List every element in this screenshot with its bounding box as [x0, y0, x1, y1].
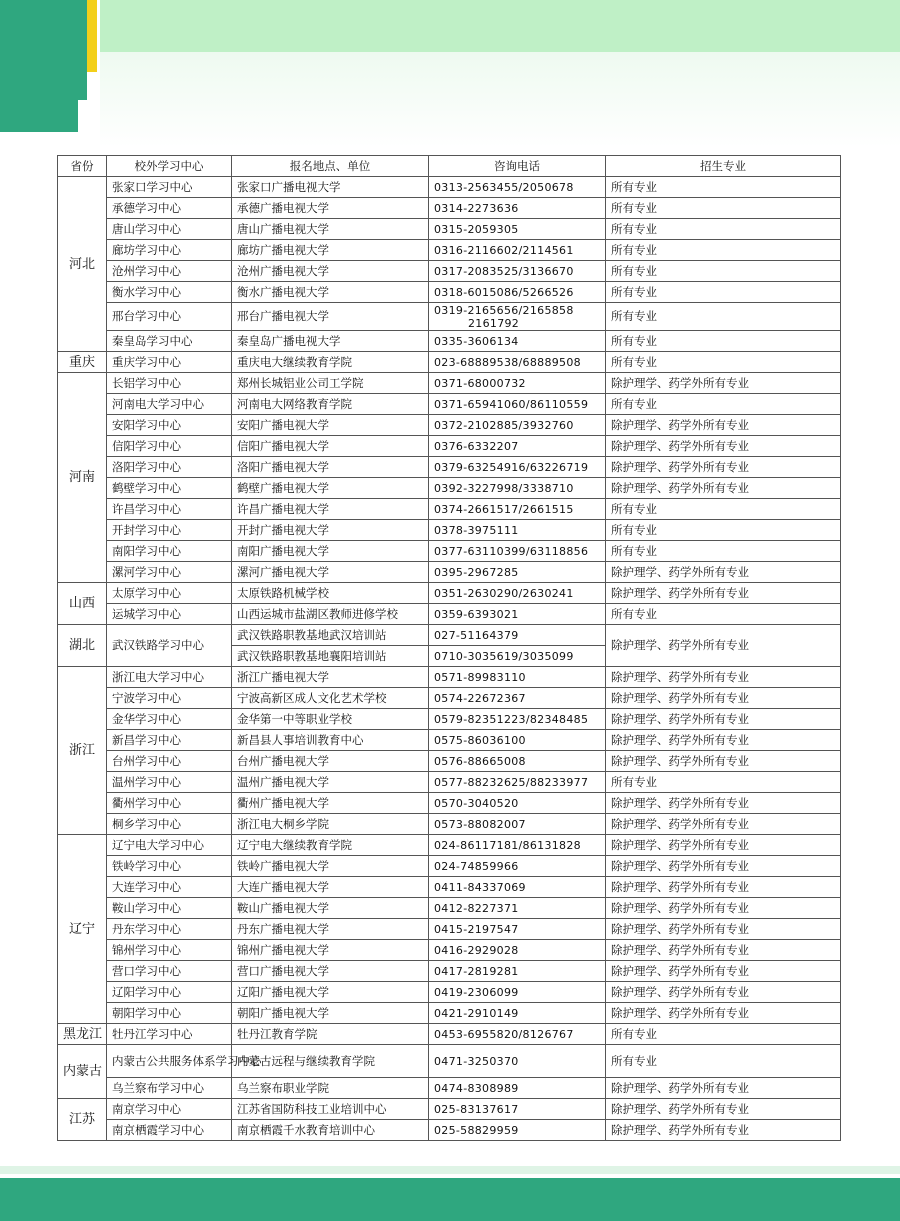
- phone-cell: [429, 1078, 606, 1099]
- table-row: [58, 688, 841, 709]
- table-row: [58, 856, 841, 877]
- phone-line: 0374-2661517/2661515: [434, 502, 574, 516]
- learning-center-table: [57, 155, 841, 1141]
- phone-cell: [429, 646, 606, 667]
- major-cell: 除护理学、药学外所有专业: [606, 793, 841, 814]
- site-cell: 山西运城市盐湖区教师进修学校: [232, 604, 429, 625]
- site-cell: 大连广播电视大学: [232, 877, 429, 898]
- table-header-row: [58, 156, 841, 177]
- major-cell: 除护理学、药学外所有专业: [606, 898, 841, 919]
- site-cell: 新昌县人事培训教育中心: [232, 730, 429, 751]
- center-cell: 运城学习中心: [107, 604, 232, 625]
- table-row: [58, 177, 841, 198]
- major-cell: 所有专业: [606, 604, 841, 625]
- phone-cell: [429, 240, 606, 261]
- site-cell: 衡水广播电视大学: [232, 282, 429, 303]
- site-cell: 河南电大网络教育学院: [232, 394, 429, 415]
- center-cell: 桐乡学习中心: [107, 814, 232, 835]
- table-row: [58, 1045, 841, 1078]
- phone-line: 0377-63110399/63118856: [434, 544, 589, 558]
- province-cell: 山西: [58, 583, 107, 625]
- header-major: 招生专业: [606, 156, 841, 177]
- major-cell: 除护理学、药学外所有专业: [606, 940, 841, 961]
- table-row: [58, 562, 841, 583]
- phone-line-continued: 2161792: [468, 316, 520, 330]
- table-row: [58, 961, 841, 982]
- center-cell: 漯河学习中心: [107, 562, 232, 583]
- center-cell: 辽阳学习中心: [107, 982, 232, 1003]
- table-row: [58, 436, 841, 457]
- site-cell: 唐山广播电视大学: [232, 219, 429, 240]
- center-cell: 邢台学习中心: [107, 303, 232, 331]
- phone-cell: [429, 604, 606, 625]
- phone-cell: [429, 772, 606, 793]
- table-row: [58, 457, 841, 478]
- table-row: [58, 394, 841, 415]
- phone-line: 0710-3035619/3035099: [434, 649, 574, 663]
- phone-cell: [429, 457, 606, 478]
- phone-cell: [429, 751, 606, 772]
- center-cell: 鞍山学习中心: [107, 898, 232, 919]
- center-cell: 南阳学习中心: [107, 541, 232, 562]
- table-row: [58, 751, 841, 772]
- major-cell: 除护理学、药学外所有专业: [606, 415, 841, 436]
- phone-cell: [429, 520, 606, 541]
- phone-line: 0415-2197547: [434, 922, 519, 936]
- table-row: [58, 282, 841, 303]
- center-cell: 金华学习中心: [107, 709, 232, 730]
- site-cell: 金华第一中等职业学校: [232, 709, 429, 730]
- table-row: [58, 541, 841, 562]
- center-cell: 承德学习中心: [107, 198, 232, 219]
- phone-cell: [429, 352, 606, 373]
- phone-line: 0573-88082007: [434, 817, 526, 831]
- site-cell: 牡丹江教育学院: [232, 1024, 429, 1045]
- center-cell: 乌兰察布学习中心: [107, 1078, 232, 1099]
- phone-line: 0576-88665008: [434, 754, 526, 768]
- phone-cell: [429, 177, 606, 198]
- table-row: [58, 583, 841, 604]
- center-cell: 铁岭学习中心: [107, 856, 232, 877]
- phone-cell: [429, 793, 606, 814]
- phone-cell: [429, 982, 606, 1003]
- phone-line: 0395-2967285: [434, 565, 519, 579]
- center-cell: 张家口学习中心: [107, 177, 232, 198]
- header-center: 校外学习中心: [107, 156, 232, 177]
- phone-cell: [429, 730, 606, 751]
- center-cell: 秦皇岛学习中心: [107, 331, 232, 352]
- table-row: [58, 667, 841, 688]
- center-cell: 武汉铁路学习中心: [107, 625, 232, 667]
- phone-line: 0371-65941060/86110559: [434, 397, 589, 411]
- header-site: 报名地点、单位: [232, 156, 429, 177]
- center-cell: 温州学习中心: [107, 772, 232, 793]
- phone-cell: [429, 667, 606, 688]
- phone-cell: [429, 625, 606, 646]
- major-cell: 除护理学、药学外所有专业: [606, 583, 841, 604]
- major-cell: 所有专业: [606, 1024, 841, 1045]
- phone-cell: [429, 478, 606, 499]
- corner-stripe-green: [78, 0, 87, 100]
- province-cell: 重庆: [58, 352, 107, 373]
- center-cell: 开封学习中心: [107, 520, 232, 541]
- phone-line: 0316-2116602/2114561: [434, 243, 574, 257]
- phone-line: 0411-84337069: [434, 880, 526, 894]
- phone-cell: [429, 898, 606, 919]
- site-cell: 台州广播电视大学: [232, 751, 429, 772]
- phone-cell: [429, 688, 606, 709]
- phone-line: 0371-68000732: [434, 376, 526, 390]
- province-cell: 辽宁: [58, 835, 107, 1024]
- top-banner-band: [100, 0, 900, 52]
- major-cell: 所有专业: [606, 520, 841, 541]
- phone-line: 0419-2306099: [434, 985, 519, 999]
- major-cell: 除护理学、药学外所有专业: [606, 688, 841, 709]
- province-cell: 浙江: [58, 667, 107, 835]
- bottom-band: [0, 1178, 900, 1221]
- phone-line: 0319-2165656/2165858: [434, 303, 574, 317]
- major-cell: 除护理学、药学外所有专业: [606, 877, 841, 898]
- table-row: [58, 625, 841, 646]
- major-cell: 所有专业: [606, 352, 841, 373]
- phone-cell: [429, 198, 606, 219]
- site-cell: 衢州广播电视大学: [232, 793, 429, 814]
- province-cell: 黑龙江: [58, 1024, 107, 1045]
- phone-line: 0335-3606134: [434, 334, 519, 348]
- major-cell: 除护理学、药学外所有专业: [606, 1099, 841, 1120]
- site-cell: 南阳广播电视大学: [232, 541, 429, 562]
- phone-cell: [429, 583, 606, 604]
- site-cell: 安阳广播电视大学: [232, 415, 429, 436]
- phone-cell: [429, 219, 606, 240]
- center-cell: 许昌学习中心: [107, 499, 232, 520]
- phone-cell: [429, 1024, 606, 1045]
- center-cell: 大连学习中心: [107, 877, 232, 898]
- center-cell: 南京学习中心: [107, 1099, 232, 1120]
- table-row: [58, 604, 841, 625]
- major-cell: 除护理学、药学外所有专业: [606, 562, 841, 583]
- major-cell: 除护理学、药学外所有专业: [606, 709, 841, 730]
- phone-line: 025-58829959: [434, 1123, 519, 1137]
- table-row: [58, 261, 841, 282]
- site-cell: 浙江广播电视大学: [232, 667, 429, 688]
- site-cell: 许昌广播电视大学: [232, 499, 429, 520]
- phone-cell: [429, 282, 606, 303]
- center-cell: 辽宁电大学习中心: [107, 835, 232, 856]
- site-cell: 开封广播电视大学: [232, 520, 429, 541]
- major-cell: 所有专业: [606, 1045, 841, 1078]
- province-cell: 河北: [58, 177, 107, 352]
- phone-cell: [429, 1045, 606, 1078]
- center-cell: 安阳学习中心: [107, 415, 232, 436]
- phone-cell: [429, 436, 606, 457]
- phone-line: 0421-2910149: [434, 1006, 519, 1020]
- phone-cell: [429, 303, 606, 331]
- phone-line: 0378-3975111: [434, 523, 519, 537]
- major-cell: 所有专业: [606, 219, 841, 240]
- site-cell: 鞍山广播电视大学: [232, 898, 429, 919]
- center-cell: 朝阳学习中心: [107, 1003, 232, 1024]
- table-row: [58, 478, 841, 499]
- major-cell: 除护理学、药学外所有专业: [606, 625, 841, 667]
- major-cell: 所有专业: [606, 541, 841, 562]
- center-cell: 唐山学习中心: [107, 219, 232, 240]
- phone-line: 0474-8308989: [434, 1081, 519, 1095]
- table-row: [58, 1003, 841, 1024]
- phone-cell: [429, 1099, 606, 1120]
- phone-line: 027-51164379: [434, 628, 519, 642]
- table-row: [58, 1099, 841, 1120]
- top-banner-fade: [100, 52, 900, 147]
- phone-cell: [429, 373, 606, 394]
- site-cell: 江苏省国防科技工业培训中心: [232, 1099, 429, 1120]
- table-row: [58, 940, 841, 961]
- phone-cell: [429, 877, 606, 898]
- table-row: [58, 1078, 841, 1099]
- phone-line: 0417-2819281: [434, 964, 519, 978]
- phone-cell: [429, 961, 606, 982]
- table-row: [58, 240, 841, 261]
- phone-line: 0315-2059305: [434, 222, 519, 236]
- major-cell: 所有专业: [606, 331, 841, 352]
- site-cell: 沧州广播电视大学: [232, 261, 429, 282]
- table-row: [58, 303, 841, 331]
- phone-cell: [429, 919, 606, 940]
- table-row: [58, 198, 841, 219]
- table-row: [58, 919, 841, 940]
- major-cell: 除护理学、药学外所有专业: [606, 457, 841, 478]
- phone-line: 0574-22672367: [434, 691, 526, 705]
- phone-line: 0416-2929028: [434, 943, 519, 957]
- major-cell: 除护理学、药学外所有专业: [606, 667, 841, 688]
- site-cell: 宁波高新区成人文化艺术学校: [232, 688, 429, 709]
- phone-cell: [429, 331, 606, 352]
- phone-cell: [429, 261, 606, 282]
- center-cell: 重庆学习中心: [107, 352, 232, 373]
- major-cell: 所有专业: [606, 240, 841, 261]
- major-cell: 所有专业: [606, 772, 841, 793]
- header-province: 省份: [58, 156, 107, 177]
- table-row: [58, 1024, 841, 1045]
- major-cell: 除护理学、药学外所有专业: [606, 856, 841, 877]
- table-row: [58, 499, 841, 520]
- center-cell: 河南电大学习中心: [107, 394, 232, 415]
- site-cell: 武汉铁路职教基地武汉培训站: [232, 625, 429, 646]
- site-cell: 洛阳广播电视大学: [232, 457, 429, 478]
- table-row: [58, 415, 841, 436]
- site-cell: 信阳广播电视大学: [232, 436, 429, 457]
- site-cell: 鹤壁广播电视大学: [232, 478, 429, 499]
- center-cell: 廊坊学习中心: [107, 240, 232, 261]
- phone-line: 025-83137617: [434, 1102, 519, 1116]
- phone-line: 0575-86036100: [434, 733, 526, 747]
- major-cell: 除护理学、药学外所有专业: [606, 751, 841, 772]
- major-cell: 除护理学、药学外所有专业: [606, 1078, 841, 1099]
- table-row: [58, 877, 841, 898]
- major-cell: 除护理学、药学外所有专业: [606, 1120, 841, 1141]
- phone-cell: [429, 940, 606, 961]
- center-cell: 台州学习中心: [107, 751, 232, 772]
- major-cell: 除护理学、药学外所有专业: [606, 478, 841, 499]
- phone-line: 024-86117181/86131828: [434, 838, 581, 852]
- phone-cell: [429, 415, 606, 436]
- phone-line: 0372-2102885/3932760: [434, 418, 574, 432]
- center-cell: 牡丹江学习中心: [107, 1024, 232, 1045]
- phone-line: 024-74859966: [434, 859, 519, 873]
- site-cell: 朝阳广播电视大学: [232, 1003, 429, 1024]
- table-row: [58, 352, 841, 373]
- site-cell: 邢台广播电视大学: [232, 303, 429, 331]
- table-row: [58, 219, 841, 240]
- major-cell: 所有专业: [606, 282, 841, 303]
- site-cell: 武汉铁路职教基地襄阳培训站: [232, 646, 429, 667]
- table-row: [58, 520, 841, 541]
- table-row: [58, 814, 841, 835]
- table-body: [58, 177, 841, 1141]
- center-cell: 丹东学习中心: [107, 919, 232, 940]
- phone-cell: [429, 499, 606, 520]
- table-row: [58, 835, 841, 856]
- phone-line: 0570-3040520: [434, 796, 519, 810]
- phone-line: 0376-6332207: [434, 439, 519, 453]
- phone-cell: [429, 835, 606, 856]
- site-cell: 廊坊广播电视大学: [232, 240, 429, 261]
- site-cell: 承德广播电视大学: [232, 198, 429, 219]
- header-phone: 咨询电话: [429, 156, 606, 177]
- table-row: [58, 1120, 841, 1141]
- site-cell: 秦皇岛广播电视大学: [232, 331, 429, 352]
- site-cell: 内蒙古远程与继续教育学院: [232, 1045, 429, 1078]
- center-cell: 衡水学习中心: [107, 282, 232, 303]
- center-cell: 宁波学习中心: [107, 688, 232, 709]
- table-row: [58, 898, 841, 919]
- table-row: [58, 730, 841, 751]
- center-cell: 新昌学习中心: [107, 730, 232, 751]
- major-cell: 所有专业: [606, 261, 841, 282]
- phone-line: 0453-6955820/8126767: [434, 1027, 574, 1041]
- phone-line: 0313-2563455/2050678: [434, 180, 574, 194]
- major-cell: 除护理学、药学外所有专业: [606, 730, 841, 751]
- center-cell: 沧州学习中心: [107, 261, 232, 282]
- phone-cell: [429, 394, 606, 415]
- major-cell: 所有专业: [606, 198, 841, 219]
- table-row: [58, 982, 841, 1003]
- site-cell: 温州广播电视大学: [232, 772, 429, 793]
- center-cell: 鹤壁学习中心: [107, 478, 232, 499]
- phone-line: 0317-2083525/3136670: [434, 264, 574, 278]
- table-row: [58, 373, 841, 394]
- center-cell: 信阳学习中心: [107, 436, 232, 457]
- major-cell: 除护理学、药学外所有专业: [606, 1003, 841, 1024]
- phone-line: 0412-8227371: [434, 901, 519, 915]
- phone-line: 0579-82351223/82348485: [434, 712, 589, 726]
- center-cell: 锦州学习中心: [107, 940, 232, 961]
- phone-line: 0577-88232625/88233977: [434, 775, 589, 789]
- site-cell: 南京栖霞千水教育培训中心: [232, 1120, 429, 1141]
- site-cell: 太原铁路机械学校: [232, 583, 429, 604]
- corner-block: [0, 0, 78, 132]
- major-cell: 所有专业: [606, 303, 841, 331]
- center-cell: 南京栖霞学习中心: [107, 1120, 232, 1141]
- phone-cell: [429, 1003, 606, 1024]
- center-cell: 浙江电大学习中心: [107, 667, 232, 688]
- major-cell: 除护理学、药学外所有专业: [606, 373, 841, 394]
- table-row: [58, 793, 841, 814]
- site-cell: 乌兰察布职业学院: [232, 1078, 429, 1099]
- province-cell: 内蒙古: [58, 1045, 107, 1099]
- center-cell: 衢州学习中心: [107, 793, 232, 814]
- center-cell: 太原学习中心: [107, 583, 232, 604]
- major-cell: 所有专业: [606, 177, 841, 198]
- site-cell: 郑州长城铝业公司工学院: [232, 373, 429, 394]
- major-cell: 所有专业: [606, 499, 841, 520]
- province-cell: 河南: [58, 373, 107, 583]
- phone-line: 0318-6015086/5266526: [434, 285, 574, 299]
- province-cell: 湖北: [58, 625, 107, 667]
- site-cell: 铁岭广播电视大学: [232, 856, 429, 877]
- phone-cell: [429, 814, 606, 835]
- phone-cell: [429, 1120, 606, 1141]
- center-cell: 洛阳学习中心: [107, 457, 232, 478]
- site-cell: 锦州广播电视大学: [232, 940, 429, 961]
- site-cell: 辽宁电大继续教育学院: [232, 835, 429, 856]
- site-cell: 张家口广播电视大学: [232, 177, 429, 198]
- site-cell: 浙江电大桐乡学院: [232, 814, 429, 835]
- site-cell: 营口广播电视大学: [232, 961, 429, 982]
- phone-cell: [429, 709, 606, 730]
- phone-line: 0359-6393021: [434, 607, 519, 621]
- phone-line: 0314-2273636: [434, 201, 519, 215]
- major-cell: 除护理学、药学外所有专业: [606, 436, 841, 457]
- center-cell: 长铝学习中心: [107, 373, 232, 394]
- phone-cell: [429, 856, 606, 877]
- phone-line: 0351-2630290/2630241: [434, 586, 574, 600]
- site-cell: 丹东广播电视大学: [232, 919, 429, 940]
- phone-line: 0471-3250370: [434, 1054, 519, 1068]
- site-cell: 漯河广播电视大学: [232, 562, 429, 583]
- major-cell: 除护理学、药学外所有专业: [606, 961, 841, 982]
- phone-line: 023-68889538/68889508: [434, 355, 581, 369]
- center-cell: 内蒙古公共服务体系学习中心: [107, 1045, 232, 1078]
- phone-cell: [429, 541, 606, 562]
- table-row: [58, 709, 841, 730]
- site-cell: 重庆电大继续教育学院: [232, 352, 429, 373]
- major-cell: 除护理学、药学外所有专业: [606, 814, 841, 835]
- major-cell: 所有专业: [606, 394, 841, 415]
- phone-line: 0571-89983110: [434, 670, 526, 684]
- major-cell: 除护理学、药学外所有专业: [606, 919, 841, 940]
- major-cell: 除护理学、药学外所有专业: [606, 982, 841, 1003]
- phone-line: 0392-3227998/3338710: [434, 481, 574, 495]
- phone-line: 0379-63254916/63226719: [434, 460, 589, 474]
- corner-stripe-yellow: [87, 0, 97, 72]
- province-cell: 江苏: [58, 1099, 107, 1141]
- site-cell: 辽阳广播电视大学: [232, 982, 429, 1003]
- major-cell: 除护理学、药学外所有专业: [606, 835, 841, 856]
- bottom-accent-line: [0, 1166, 900, 1174]
- table-row: [58, 772, 841, 793]
- phone-cell: [429, 562, 606, 583]
- table-row: [58, 331, 841, 352]
- center-cell: 营口学习中心: [107, 961, 232, 982]
